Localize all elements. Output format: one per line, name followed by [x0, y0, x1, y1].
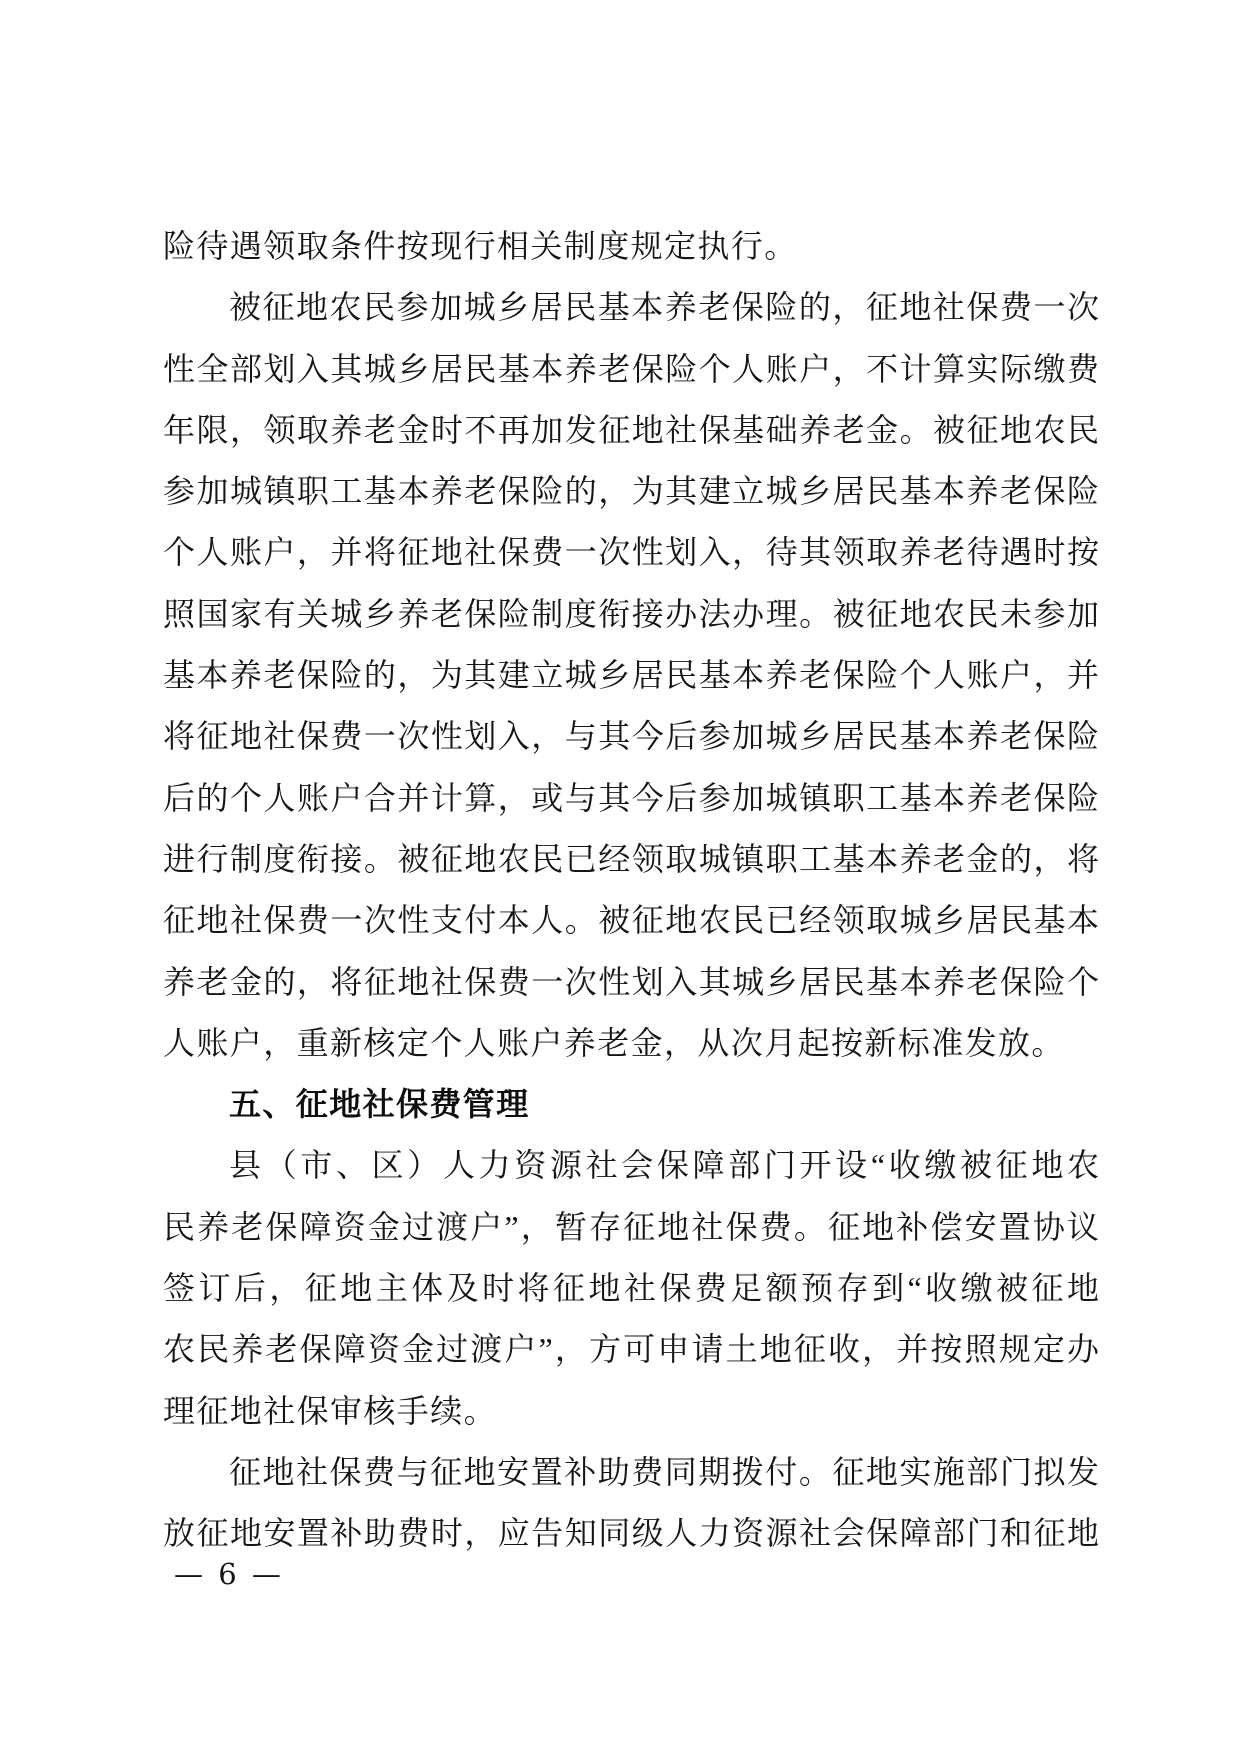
text-line: 签订后，征地主体及时将征地社保费足额预存到“收缴被征地	[163, 1270, 1099, 1307]
text-line: 农民养老保障资金过渡户”，方可申请土地征收，并按照规定办	[163, 1331, 1099, 1368]
text-line: 基本养老保险的，为其建立城乡居民基本养老保险个人账户，并	[163, 657, 1099, 694]
section-heading: 五、征地社保费管理	[229, 1086, 530, 1123]
text-line: 后的个人账户合并计算，或与其今后参加城镇职工基本养老保险	[163, 779, 1099, 816]
text-line: 险待遇领取条件按现行相关制度规定执行。	[163, 228, 798, 264]
text-block	[163, 216, 1099, 1565]
text-line: 被征地农民参加城乡居民基本养老保险的，征地社保费一次	[229, 289, 1099, 326]
text-line: 民养老保障资金过渡户”，暂存征地社保费。征地补偿安置协议	[163, 1208, 1099, 1245]
text-line: 照国家有关城乡养老保险制度衔接办法办理。被征地农民未参加	[163, 595, 1099, 632]
text-line: 县（市、区）人力资源社会保障部门开设“收缴被征地农	[229, 1147, 1099, 1184]
text-line: 将征地社保费一次性划入，与其今后参加城乡居民基本养老保险	[163, 718, 1099, 755]
page-number: — 6 —	[174, 1557, 284, 1591]
text-line: 进行制度衔接。被征地农民已经领取城镇职工基本养老金的，将	[163, 840, 1099, 877]
text-line: 养老金的，将征地社保费一次性划入其城乡居民基本养老保险个	[163, 963, 1099, 1000]
text-line: 人账户，重新核定个人账户养老金，从次月起按新标准发放。	[163, 1024, 1065, 1061]
text-line: 年限，领取养老金时不再加发征地社保基础养老金。被征地农民	[163, 411, 1099, 448]
text-line: 放征地安置补助费时，应告知同级人力资源社会保障部门和征地	[163, 1515, 1099, 1552]
text-line: 性全部划入其城乡居民基本养老保险个人账户，不计算实际缴费	[163, 350, 1099, 387]
text-line: 参加城镇职工基本养老保险的，为其建立城乡居民基本养老保险	[163, 473, 1099, 510]
text-line: 理征地社保审核手续。	[163, 1392, 498, 1429]
text-line: 征地社保费一次性支付本人。被征地农民已经领取城乡居民基本	[163, 902, 1099, 939]
text-line: 征地社保费与征地安置补助费同期拨付。征地实施部门拟发	[229, 1453, 1099, 1490]
text-line: 个人账户，并将征地社保费一次性划入，待其领取养老待遇时按	[163, 534, 1099, 571]
